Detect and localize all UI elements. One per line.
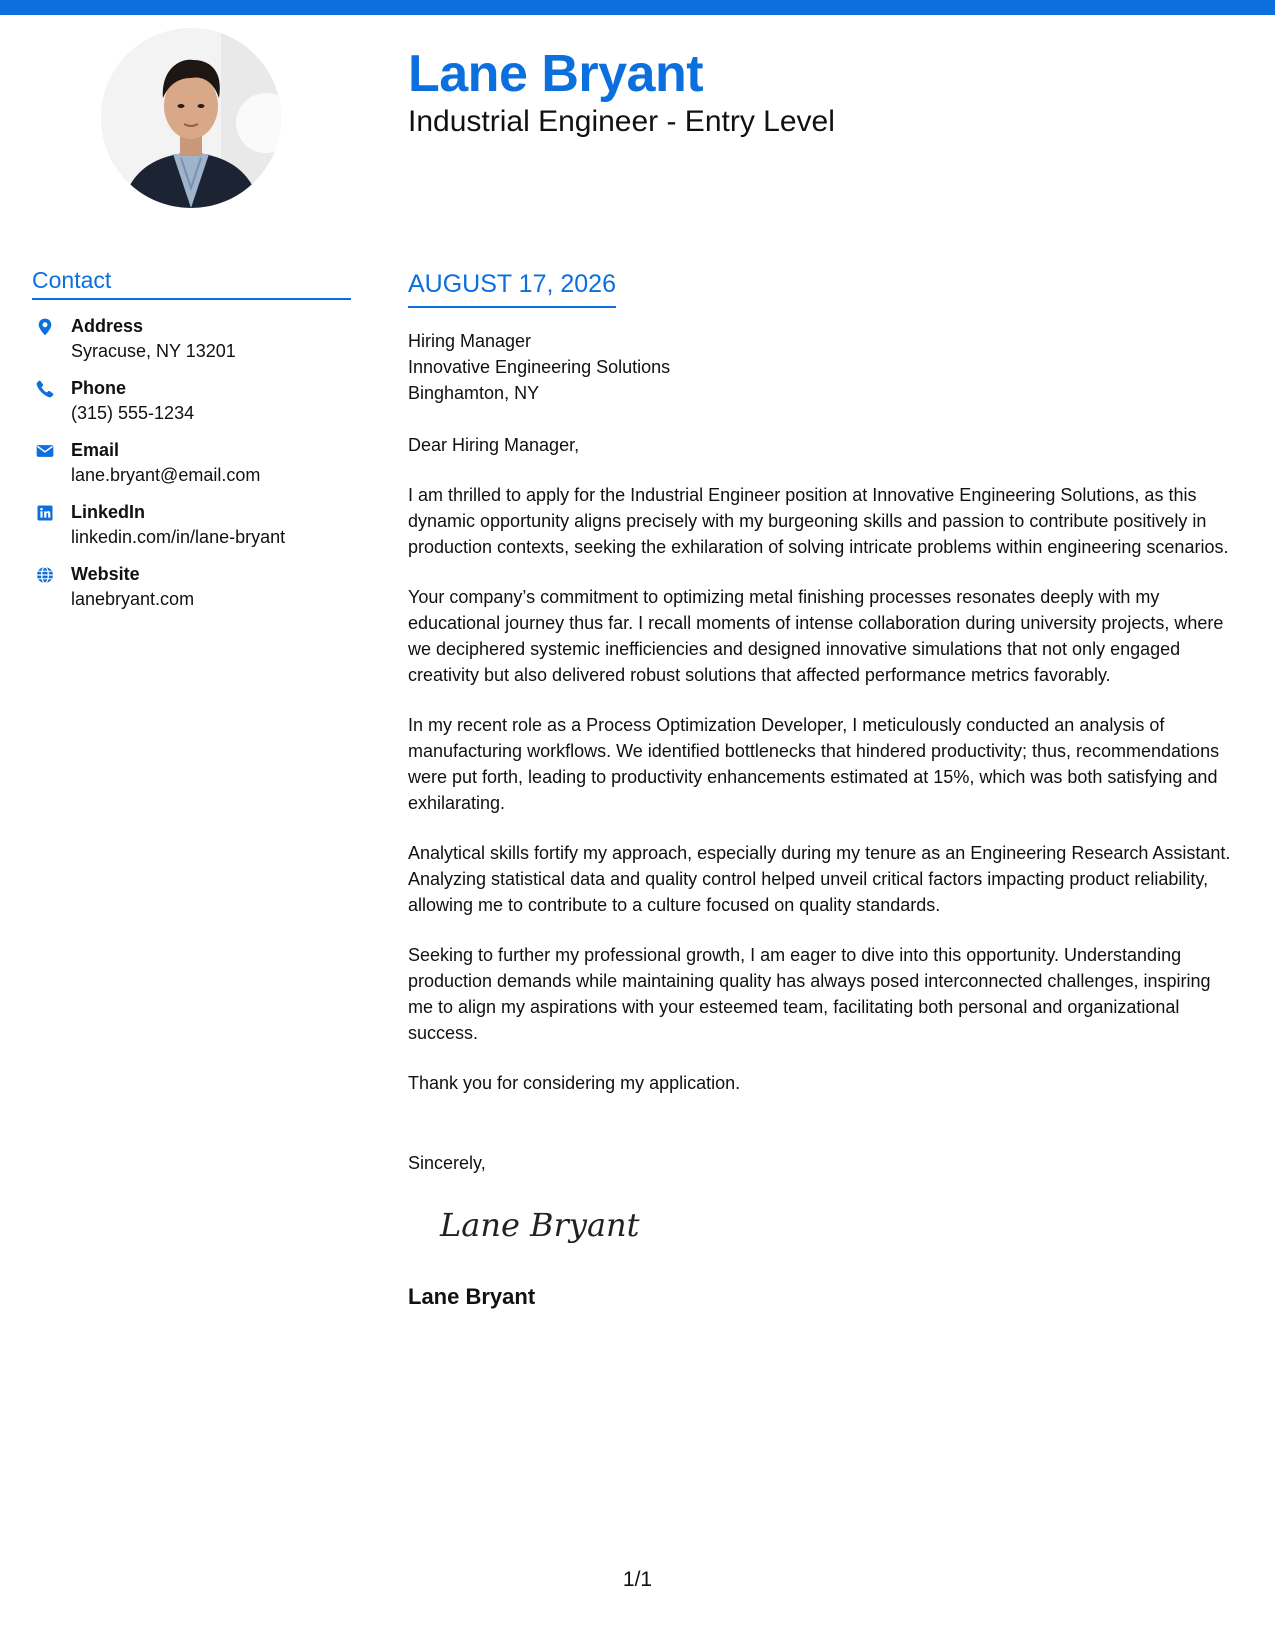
signer-name: Lane Bryant <box>408 1284 536 1309</box>
contact-item-website <box>32 562 351 612</box>
phone-icon <box>35 379 55 399</box>
contact-label: Website <box>71 564 140 584</box>
contact-item-email <box>32 438 351 488</box>
contact-label: Address <box>71 316 144 336</box>
recipient-company: Innovative Engineering Solutions <box>408 357 671 377</box>
svg-text:Lane Bryant: Lane Bryant <box>440 1206 640 1244</box>
recipient-name: Hiring Manager <box>408 331 532 351</box>
letter-date: AUGUST 17, 2026 <box>408 268 616 308</box>
closing: Sincerely, <box>408 1153 486 1173</box>
job-title: Industrial Engineer - Entry Level <box>408 105 835 138</box>
contact-value: linkedin.com/in/lane-bryant <box>71 527 286 547</box>
map-pin-icon <box>35 317 55 337</box>
profile-photo <box>101 28 281 208</box>
contact-value: lanebryant.com <box>71 589 195 609</box>
letter-paragraph: Thank you for considering my application. <box>408 1073 741 1093</box>
page-number: 1/1 <box>622 1568 653 1591</box>
recipient-location: Binghamton, NY <box>408 383 540 403</box>
contact-sidebar <box>32 266 351 624</box>
contact-heading: Contact <box>32 266 351 300</box>
linkedin-icon <box>35 503 55 523</box>
letter-body <box>408 268 1238 1311</box>
handwritten-signature <box>436 1196 656 1256</box>
globe-icon <box>35 565 55 585</box>
letter-paragraph: I am thrilled to apply for the Industrial Engineer position at Innovative Engineering Solutions, as this dynamic opportunity aligns precisely with my burgeoning skills and passion to contribute positively in production contexts, seeking the exhilaration of solving intricate problems within engineering scenarios. <box>408 485 1229 557</box>
top-accent-bar <box>0 0 1275 15</box>
contact-value: Syracuse, NY 13201 <box>71 341 236 361</box>
contact-label: Phone <box>71 378 127 398</box>
contact-value: lane.bryant@email.com <box>71 465 261 485</box>
letter-paragraph: Your company’s commitment to optimizing metal finishing processes resonates deeply with my educational journey thus far. I recall moments of intense collaboration during university projects, where we deciphered systemic inefficiencies and designed innovative simulations that not only engaged creativity but also delivered robust solutions that affected performance metrics favorably. <box>408 587 1224 685</box>
salutation: Dear Hiring Manager, <box>408 435 580 455</box>
contact-item-linkedin <box>32 500 351 550</box>
contact-label: Email <box>71 440 120 460</box>
applicant-name: Lane Bryant <box>408 45 704 103</box>
contact-item-phone <box>32 376 351 426</box>
contact-label: LinkedIn <box>71 502 146 522</box>
contact-value: (315) 555-1234 <box>71 403 195 423</box>
recipient-block <box>408 328 1238 406</box>
contact-item-address <box>32 314 351 364</box>
email-icon <box>35 441 55 461</box>
letter-paragraph: In my recent role as a Process Optimization Developer, I meticulously conducted an analysis of manufacturing workflows. We identified bottlenecks that hindered productivity; thus, recommendations were put forth, leading to productivity enhancements estimated at 15%, which was both satisfying and exhilarating. <box>408 715 1220 813</box>
letter-paragraph: Seeking to further my professional growth, I am eager to dive into this opportunity. Understanding production demands while maintaining quality has always posed interconnected challenges, inspiring me to align my aspirations with your esteemed team, facilitating both personal and organizational success. <box>408 945 1211 1043</box>
letter-paragraph: Analytical skills fortify my approach, especially during my tenure as an Engineering Research Assistant. Analyzing statistical data and quality control helped unveil critical factors impacting product reliability, allowing me to contribute to a culture focused on quality standards. <box>408 843 1231 915</box>
